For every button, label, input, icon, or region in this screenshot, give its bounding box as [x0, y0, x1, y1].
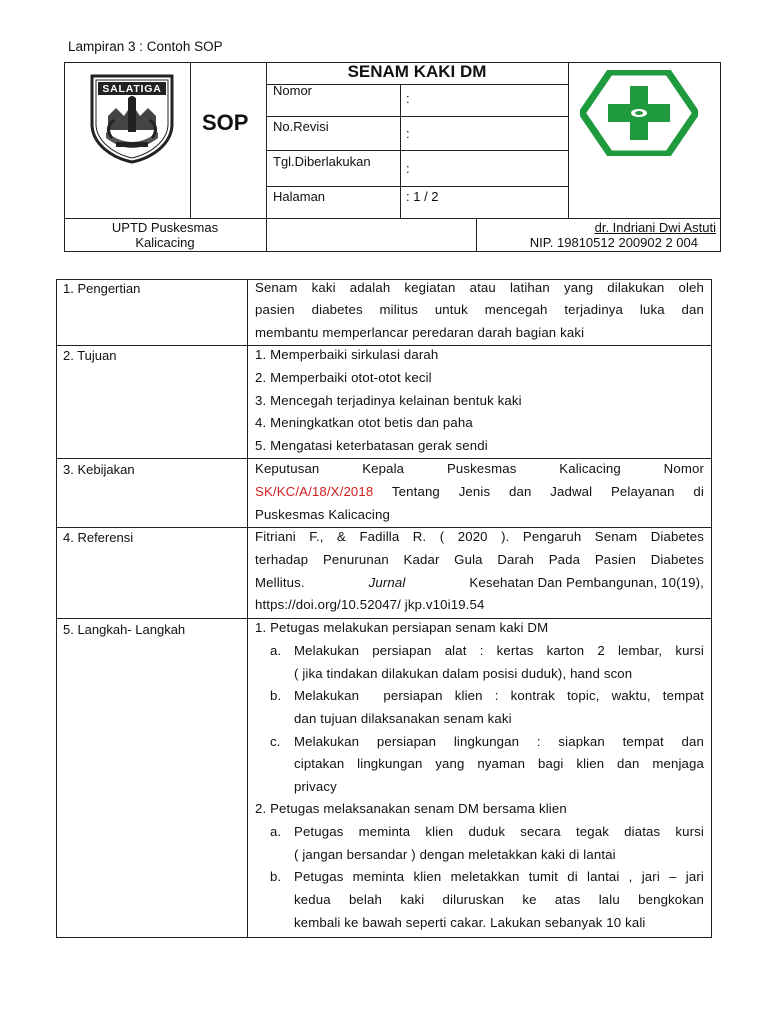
field-label-revisi: No.Revisi [273, 119, 329, 134]
referensi-journal: Jurnal [368, 575, 406, 590]
field-value-revisi: : [406, 126, 410, 141]
kebijakan-line-2 [255, 481, 704, 504]
sop-label: SOP [202, 110, 249, 135]
tujuan-item-5: 5. Mengatasi keterbatasan gerak sendi [255, 438, 488, 453]
referensi-journal-name: Kesehatan Dan Pembangunan, 10(19), [469, 575, 704, 590]
step-1c-line-2: ciptakan lingkungan yang nyaman bagi klien dan menjaga [294, 756, 704, 771]
unit-name-line1: UPTD Puskesmas [111, 220, 219, 235]
unit-name-line2: Kalicacing [135, 235, 195, 250]
label-kebijakan: 3. Kebijakan [63, 462, 135, 477]
step-1a-marker: a. [270, 643, 282, 658]
step-1b-line-2: dan tujuan dilaksanakan senam kaki [294, 711, 512, 726]
referensi-line-2: terhadap Penurunan Kadar Gula Darah Pada Pasien Diabetes [255, 552, 704, 567]
field-value-tanggal: : [406, 161, 410, 176]
pengertian-line-2: pasien diabetes militus untuk mencegah terjadinya luka dan [255, 302, 704, 317]
step-1c-marker: c. [270, 734, 281, 749]
langkah-step-1: 1. Petugas melakukan persiapan senam kaki DM [255, 620, 549, 635]
label-pengertian: 1. Pengertian [63, 281, 141, 296]
pengertian-line-1: Senam kaki adalah kegiatan atau latihan yang dilakukan oleh [255, 280, 704, 295]
signer-name: dr. Indriani Dwi Astuti [594, 220, 716, 235]
step-2a-line-2: ( jangan bersandar ) dengan meletakkan kaki di lantai [294, 847, 616, 862]
sk-number: SK/KC/A/18/X/2018 [255, 484, 374, 499]
field-value-nomor: : [406, 91, 410, 106]
referensi-line-3 [255, 572, 704, 595]
label-langkah: 5. Langkah- Langkah [63, 622, 186, 637]
field-label-nomor: Nomor [273, 83, 313, 98]
pengertian-line-3: membantu memperlancar peredaran darah bagian kaki [255, 325, 585, 340]
referensi-line-1: Fitriani F., & Fadilla R. ( 2020 ). Pengaruh Senam Diabetes [255, 529, 704, 544]
step-1a-line-1: Melakukan persiapan alat : kertas karton 2 lembar, kursi [294, 643, 704, 658]
tujuan-item-1: 1. Memperbaiki sirkulasi darah [255, 347, 439, 362]
step-2b-line-2: kedua belah kaki diluruskan ke atas lalu bengkokan [294, 892, 704, 907]
field-label-tanggal: Tgl.Diberlakukan [273, 154, 371, 169]
field-label-halaman: Halaman [273, 189, 326, 204]
step-2a-line-1: Petugas meminta klien duduk secara tegak diatas kursi [294, 824, 704, 839]
step-1b-line-1: Melakukan persiapan klien : kontrak topic, waktu, tempat [294, 688, 704, 703]
crest-banner-text: SALATIGA [102, 83, 162, 95]
document-caption: Lampiran 3 : Contoh SOP [68, 39, 223, 54]
salatiga-crest-logo [86, 72, 178, 164]
label-referensi: 4. Referensi [63, 530, 134, 545]
tujuan-item-4: 4. Meningkatkan otot betis dan paha [255, 415, 473, 430]
label-tujuan: 2. Tujuan [63, 348, 117, 363]
step-1c-line-3: privacy [294, 779, 337, 794]
tujuan-item-3: 3. Mencegah terjadinya kelainan bentuk kaki [255, 393, 522, 408]
kebijakan-line-1: Keputusan Kepala Puskesmas Kalicacing Nomor [255, 461, 704, 476]
kebijakan-line-3: Puskesmas Kalicacing [255, 507, 390, 522]
puskesmas-logo [580, 70, 698, 156]
kebijakan-line-2-rest: Tentang Jenis dan Jadwal Pelayanan di [373, 484, 704, 499]
step-1b-marker: b. [270, 688, 282, 703]
field-value-halaman: : 1 / 2 [406, 189, 439, 204]
step-1a-line-2: ( jika tindakan dilakukan dalam posisi duduk), hand scon [294, 666, 633, 681]
step-2b-marker: b. [270, 869, 282, 884]
signer-nip: NIP. 19810512 200902 2 004 [529, 235, 698, 250]
step-2b-line-3: kembali ke bawah seperti cakar. Lakukan sebanyak 10 kali [294, 915, 646, 930]
tujuan-item-2: 2. Memperbaiki otot-otot kecil [255, 370, 432, 385]
referensi-title-end: Mellitus. [255, 575, 305, 590]
referensi-doi[interactable]: https://doi.org/10.52047/ jkp.v10i19.54 [255, 597, 485, 612]
step-1c-line-1: Melakukan persiapan lingkungan : siapkan tempat dan [294, 734, 704, 749]
document-title: SENAM KAKI DM [347, 62, 487, 81]
step-2a-marker: a. [270, 824, 282, 839]
step-2b-line-1: Petugas meminta klien meletakkan tumit di lantai , jari – jari [294, 869, 704, 884]
langkah-step-2: 2. Petugas melaksanakan senam DM bersama klien [255, 801, 567, 816]
